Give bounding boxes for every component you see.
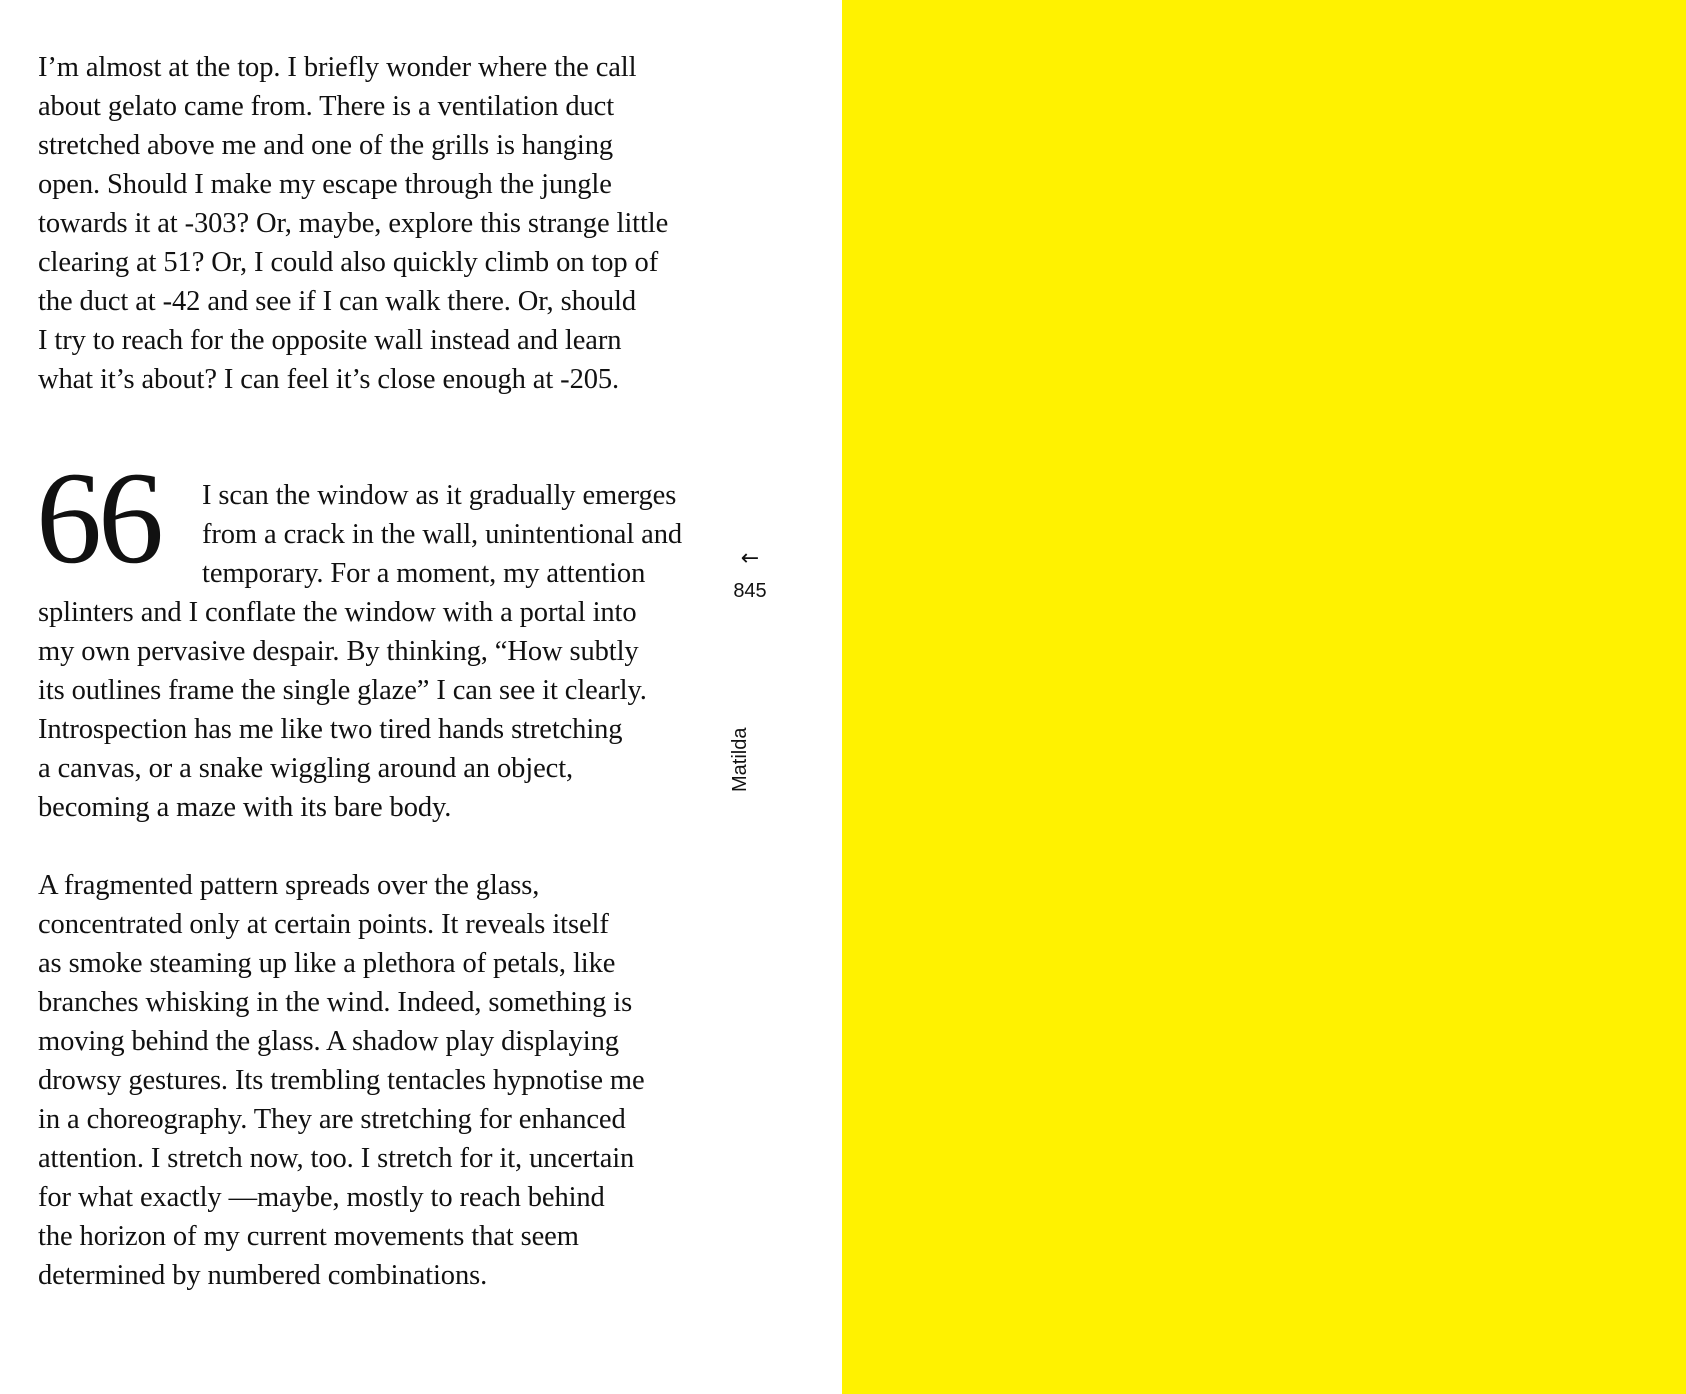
text-line: A fragmented pattern spreads over the glass, [38,870,540,901]
text-line: from a crack in the wall, unintentional and [202,519,683,550]
text-line: a canvas, or a snake wiggling around an object, [38,753,574,784]
reference-number: 845 [733,580,767,602]
text-line: concentrated only at certain points. It reveals itself [38,909,609,940]
left-arrow-icon: ← [740,546,760,571]
text-line: clearing at 51? Or, I could also quickly climb on top of [38,247,659,278]
text-line: attention. I stretch now, too. I stretch for it, uncertain [38,1143,635,1174]
text-line: becoming a maze with its bare body. [38,792,452,823]
text-line: temporary. For a moment, my attention [202,558,646,589]
left-page [0,0,842,1394]
text-line: open. Should I make my escape through the jungle [38,169,612,200]
text-line: I try to reach for the opposite wall instead and learn [38,325,622,356]
text-line: the horizon of my current movements that seem [38,1221,579,1252]
text-line: as smoke steaming up like a plethora of petals, like [38,948,616,979]
text-line: determined by numbered combinations. [38,1260,488,1291]
text-line: Introspection has me like two tired hands stretching [38,714,623,745]
text-line: in a choreography. They are stretching for enhanced [38,1104,626,1135]
text-line: moving behind the glass. A shadow play displaying [38,1026,619,1057]
text-line: my own pervasive despair. By thinking, “How subtly [38,636,639,667]
text-line: its outlines frame the single glaze” I can see it clearly. [38,675,647,706]
paragraph-intro [38,48,668,399]
section-number: 66 [36,444,160,591]
text-line: branches whisking in the wind. Indeed, something is [38,987,633,1018]
text-line: I’m almost at the top. I briefly wonder where the call [38,52,637,83]
text-line: about gelato came from. There is a ventilation duct [38,91,615,122]
text-line: I scan the window as it gradually emerges [202,480,677,511]
paragraph-section-66 [38,476,682,827]
text-line: stretched above me and one of the grills is hanging [38,130,614,161]
text-line: the duct at -42 and see if I can walk there. Or, should [38,286,636,317]
text-line: towards it at -303? Or, maybe, explore this strange little [38,208,669,239]
text-line: what it’s about? I can feel it’s close enough at -205. [38,364,620,395]
side-label: Matilda [729,727,751,792]
paragraph-pattern [38,866,645,1295]
text-line: for what exactly —maybe, mostly to reach behind [38,1182,605,1213]
right-page-yellow-panel [842,0,1686,1394]
text-line: drowsy gestures. Its trembling tentacles hypnotise me [38,1065,645,1096]
text-line: splinters and I conflate the window with a portal into [38,597,637,628]
